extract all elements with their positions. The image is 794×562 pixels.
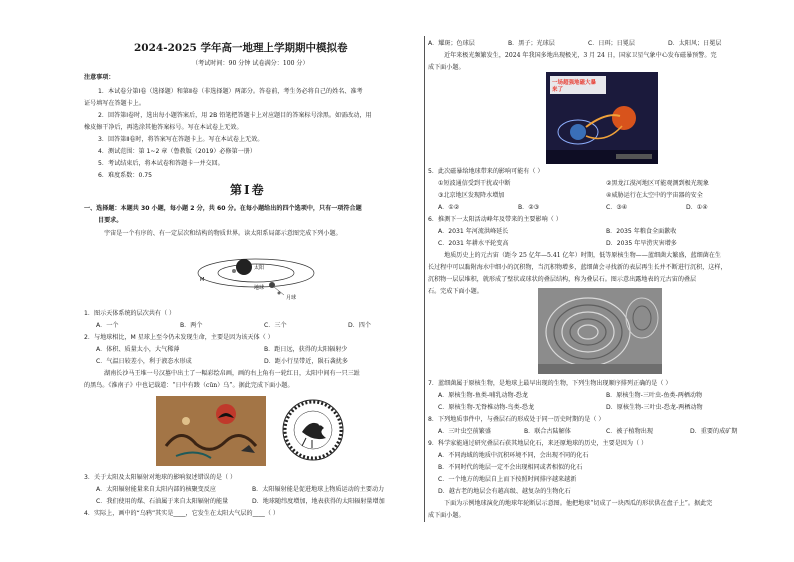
q5-option: A．①②: [438, 204, 460, 211]
notice-item: 6．难度系数：0.75: [98, 172, 153, 179]
q5-statement: ①短波通信受到干扰或中断: [438, 180, 511, 187]
question-3: 3．关于太阳及太阳辐射对地球的影响叙述错误的是（ ）: [84, 474, 237, 481]
q7-option: C．原核生物-无脊椎动物-鸟类-恐龙: [438, 404, 535, 411]
q7-option: D．原核生物-三叶虫-恐龙-两栖动物: [606, 404, 703, 411]
question-5: 5．此次磁暴给地球带来的影响可能有（ ）: [428, 168, 544, 175]
q6-option: B．2035 年粮食全面歉收: [606, 228, 677, 235]
q5-statement: ③北京地区发现降水增加: [438, 192, 505, 199]
paper-title: 2024-2025 学年高一地理上学期期中模拟卷: [134, 42, 348, 54]
q4-option: B．黑子；光球层: [508, 40, 555, 47]
question-6: 6．推测下一太阳活动峰年及带来的主要影响（ ）: [428, 216, 562, 223]
q3-option: D．地球随纬度增加，地表获得的太阳辐射量增加: [252, 498, 385, 505]
sun-bird-pattern-image: [282, 398, 344, 462]
stem-4: 沉积物一层层堆积，就形成了壁状或球状的叠层结构，称为叠层石。图示意出露地表的元古宙的叠层: [428, 276, 697, 283]
stem-4: 地质历史上的元古宙（距今 25 亿年—5.41 亿年）时期，低等原核生物——蓝细菌大繁盛，蓝细菌在生: [444, 252, 721, 259]
question-4: 4．实际上，画中的“乌鸦”其实是____，它发生在太阳大气层的____（ ）: [84, 510, 279, 517]
stem-5: 成下面小题。: [428, 512, 465, 519]
q5-option: B．②③: [518, 204, 540, 211]
q8-option: C．被子植物出现: [606, 428, 653, 435]
q2-option: A．体积、质量太小，大气稀薄: [96, 346, 180, 353]
question-7: 7．蓝细菌属于原核生物，是地球上最早出现的生物，下列生物出现顺序排列正确的是（ ）: [428, 380, 672, 387]
q3-option: C．我们使用的煤、石油属于来自太阳辐射的能量: [96, 498, 229, 505]
stem-5: 下面为示例地球演化的地球年轮断层示意图。他把地球“切成了一块西瓜的形状供在盘子上”。据此完: [444, 500, 713, 507]
q5-statement: ④威胁运行在太空中的宇宙器的安全: [606, 192, 703, 199]
stromatolite-image: [538, 288, 662, 374]
stem-2: 的黑鸟。《淮南子》中也记载道：“日中有踆（cūn）乌”。据此完成下面小题。: [84, 382, 294, 389]
stem-3: 近年来极光频繁发生，2024 年我国多地出现极光，3 月 24 日，国家卫星气象中心发布磁暴预警。完: [444, 52, 717, 59]
q6-option: C．2031 年耕水平轮变高: [438, 240, 509, 247]
q5-option: C．③④: [606, 204, 628, 211]
stem-4: 长过程中可以黏附海水中细小的沉积物，当沉积物增多，蓝细菌会寻找新的表层再生长并不断进行沉积，这样，: [428, 264, 727, 271]
q2-option: C．气温日较差小，利于液态水形成: [96, 358, 192, 365]
q7-option: B．原核生物-三叶虫-鱼类-两栖动物: [606, 392, 703, 399]
q3-option: B．太阳辐射能是促进地球上物质运动的主要动力: [252, 486, 385, 493]
q1-option: C．三个: [264, 322, 287, 329]
moon-label: 月球: [286, 295, 297, 301]
stem-1: 宇宙是一个有序的、有一定层次和结构的物质世界。读太阳系局部示意图完成下列小题。: [104, 230, 342, 237]
sun-label: 太阳: [254, 265, 265, 271]
q8-option: B．联合古陆解体: [524, 428, 571, 435]
q9-option: D．越古老的地层会有越高级、越复杂的生物化石: [438, 488, 571, 495]
notice-title: 注意事项：: [84, 74, 115, 81]
notice-item: 证号填写在答题卡上。: [84, 100, 145, 107]
q4-option: D．太阳风；日冕层: [668, 40, 722, 47]
notice-item: 橡皮擦干净后，再选涂其他答案标号。写在本试卷上无效。: [84, 124, 243, 131]
q5-option: D．①④: [686, 204, 708, 211]
notice-item: 1．本试卷分第Ⅰ卷（选择题）和第Ⅱ卷（非选择题）两部分。答卷前，考生务必将自己的姓名、准考: [98, 88, 363, 95]
q9-option: C．一个地方的地层自上而下按照时间排序越来越新: [438, 476, 577, 483]
q4-option: C．日珥；日冕层: [588, 40, 635, 47]
question-1: 1．图示天体系统的层次共有（ ）: [84, 310, 176, 317]
question-8: 8．下列地质事件中，与叠层石的形成处于同一历史时期的是（ ）: [428, 416, 605, 423]
stem-4: 石。完成下面小题。: [428, 288, 483, 295]
q2-option: D．距小行星带近，陨石袭扰多: [264, 358, 348, 365]
sun-shape: [236, 259, 252, 275]
section-title: 第Ⅰ卷: [230, 183, 266, 197]
q1-option: B．两个: [180, 322, 203, 329]
exam-info: （考试时间：90 分钟 试卷满分：100 分）: [192, 60, 309, 67]
q3-option: A．太阳辐射能量来自太阳内部的核聚变反应: [96, 486, 216, 493]
section-intro: 目要求。: [98, 217, 123, 224]
poster-title: 一场超强地磁大暴: [552, 80, 597, 86]
q9-option: A．不同海域的地质中沉积环境不同，会出现不同的化石: [438, 452, 589, 459]
q2-option: B．距日远，获得的太阳辐射少: [264, 346, 348, 353]
stem-2: 湖南长沙马王堆一号汉墓中出土了一幅彩绘帛画，画的右上角有一轮红日，太阳中间有一只三趾: [104, 370, 360, 377]
geomagnetic-storm-poster: [546, 72, 658, 164]
question-2: 2．与地球相比，M 星球上至今仍未发现生命，主要是因为该天体（ ）: [84, 334, 274, 341]
right-column: [428, 0, 784, 562]
q7-option: A．原核生物-鱼类-哺乳动物-恐龙: [438, 392, 528, 399]
column-divider: [424, 36, 425, 522]
left-column: [84, 0, 422, 562]
q5-statement: ②黑龙江漠河地区可能观测到极光现象: [606, 180, 709, 187]
question-9: 9．科学家能通过研究叠层石获其地层化石，来还原地球的历史，主要是因为（ ）: [428, 440, 648, 447]
q4-option: A．耀斑；色球层: [428, 40, 475, 47]
m-label: M: [200, 277, 205, 283]
earth-label: 地球: [254, 285, 265, 291]
q6-option: D．2035 年旱涝灾害增多: [606, 240, 677, 247]
q1-option: A．一个: [96, 322, 119, 329]
section-intro: 一、选择题：本题共 30 小题，每小题 2 分，共 60 分。在每小题给出的四个选项中，只有一项符合题: [84, 205, 362, 212]
notice-item: 3．回答第Ⅱ卷时，将答案写在答题卡上。写在本试卷上无效。: [98, 136, 264, 143]
q9-option: B．不同时代的地层一定不会出现相同或者相似的化石: [438, 464, 583, 471]
q1-option: D．四个: [348, 322, 371, 329]
notice-item: 4．测试范围：第 1~2 章（鲁教版（2019）必修第一册）: [98, 148, 256, 155]
q6-option: A．2031 年河流洪峰延长: [438, 228, 509, 235]
silk-painting-image: [156, 396, 266, 466]
q8-option: A．三叶虫空前繁盛: [438, 428, 491, 435]
notice-item: 2．回答第Ⅰ卷时，选出每小题答案后，用 2B 铅笔把答题卡上对应题目的答案标号涂黑。如需改动，用: [98, 112, 372, 119]
solar-system-diagram: [194, 245, 344, 305]
q8-option: D．重要的成矿期: [690, 428, 738, 435]
notice-item: 5．考试结束后，将本试卷和答题卡一并交回。: [98, 160, 224, 167]
poster-title-2: 来了: [552, 87, 564, 93]
stem-3: 成下面小题。: [428, 64, 465, 71]
